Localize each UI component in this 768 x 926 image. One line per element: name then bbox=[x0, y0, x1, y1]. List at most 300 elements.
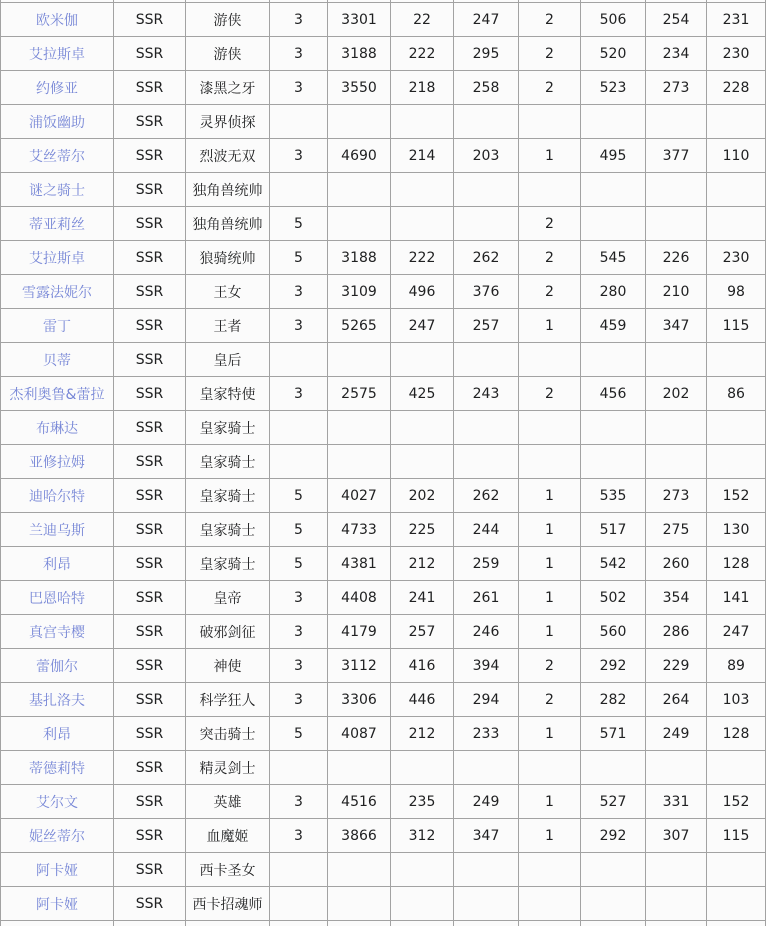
table-row bbox=[1, 105, 766, 139]
cell-stat: 5 bbox=[270, 513, 328, 547]
cell-stat: 286 bbox=[646, 615, 707, 649]
cell-stat: 3550 bbox=[328, 71, 391, 105]
character-link[interactable]: 迪哈尔特 bbox=[29, 488, 85, 505]
cell-character-name bbox=[1, 751, 114, 785]
cell-stat: 545 bbox=[581, 241, 646, 275]
cell-stat bbox=[454, 207, 519, 241]
cell-stat: 225 bbox=[391, 513, 454, 547]
cell-stat: 394 bbox=[454, 649, 519, 683]
cell-character-name bbox=[1, 717, 114, 751]
empty-cell bbox=[646, 921, 707, 926]
cell-stat: 1 bbox=[519, 547, 581, 581]
cell-class-title: 皇家特使 bbox=[186, 377, 270, 411]
cell-stat: 222 bbox=[391, 37, 454, 71]
character-link[interactable]: 杰利奥鲁&蕾拉 bbox=[9, 386, 105, 403]
cell-class-title: 英雄 bbox=[186, 785, 270, 819]
cell-stat: 141 bbox=[707, 581, 766, 615]
cell-stat: 3188 bbox=[328, 37, 391, 71]
cell-stat: 2 bbox=[519, 71, 581, 105]
cell-stat: 254 bbox=[646, 3, 707, 37]
cell-stat: 249 bbox=[454, 785, 519, 819]
cell-stat bbox=[270, 343, 328, 377]
cell-character-name bbox=[1, 3, 114, 37]
cell-stat bbox=[391, 173, 454, 207]
table-row bbox=[1, 3, 766, 37]
character-link[interactable]: 雪露法妮尔 bbox=[22, 284, 92, 301]
cell-stat bbox=[270, 751, 328, 785]
cell-stat bbox=[391, 343, 454, 377]
empty-cell bbox=[581, 921, 646, 926]
cell-stat: 3866 bbox=[328, 819, 391, 853]
cell-stat bbox=[328, 343, 391, 377]
cell-stat: 542 bbox=[581, 547, 646, 581]
cell-stat bbox=[519, 173, 581, 207]
cell-stat: 202 bbox=[646, 377, 707, 411]
cell-stat: 307 bbox=[646, 819, 707, 853]
cell-stat: 103 bbox=[707, 683, 766, 717]
cell-rarity: SSR bbox=[114, 445, 186, 479]
cell-stat: 264 bbox=[646, 683, 707, 717]
character-link[interactable]: 真宫寺樱 bbox=[29, 624, 85, 641]
cell-stat bbox=[646, 105, 707, 139]
character-link[interactable]: 利昂 bbox=[43, 556, 71, 573]
cell-character-name bbox=[1, 683, 114, 717]
cell-stat: 1 bbox=[519, 581, 581, 615]
table-row bbox=[1, 683, 766, 717]
cell-stat: 247 bbox=[391, 309, 454, 343]
cell-stat bbox=[581, 853, 646, 887]
cell-stat bbox=[270, 105, 328, 139]
cell-stat: 275 bbox=[646, 513, 707, 547]
empty-cell bbox=[391, 921, 454, 926]
cell-stat: 5265 bbox=[328, 309, 391, 343]
cell-stat: 257 bbox=[454, 309, 519, 343]
cell-stat bbox=[391, 207, 454, 241]
cell-character-name bbox=[1, 581, 114, 615]
cell-stat: 347 bbox=[454, 819, 519, 853]
cell-character-name bbox=[1, 615, 114, 649]
cell-stat bbox=[328, 411, 391, 445]
cell-stat: 247 bbox=[707, 615, 766, 649]
cell-stat: 3 bbox=[270, 71, 328, 105]
cell-class-title: 漆黑之牙 bbox=[186, 71, 270, 105]
cell-stat: 4179 bbox=[328, 615, 391, 649]
cell-stat: 1 bbox=[519, 139, 581, 173]
cell-stat bbox=[454, 445, 519, 479]
table-row bbox=[1, 785, 766, 819]
cell-stat: 4087 bbox=[328, 717, 391, 751]
cell-stat: 3306 bbox=[328, 683, 391, 717]
cell-rarity: SSR bbox=[114, 411, 186, 445]
cell-stat: 376 bbox=[454, 275, 519, 309]
cell-stat: 292 bbox=[581, 819, 646, 853]
cell-stat bbox=[328, 887, 391, 921]
cell-stat: 280 bbox=[581, 275, 646, 309]
cell-stat: 230 bbox=[707, 241, 766, 275]
cell-character-name bbox=[1, 241, 114, 275]
character-link[interactable]: 妮丝蒂尔 bbox=[29, 828, 85, 845]
cell-stat: 235 bbox=[391, 785, 454, 819]
table-row bbox=[1, 411, 766, 445]
cell-stat: 1 bbox=[519, 309, 581, 343]
cell-stat: 292 bbox=[581, 649, 646, 683]
cell-stat bbox=[581, 887, 646, 921]
cell-class-title: 突击骑士 bbox=[186, 717, 270, 751]
cell-class-title: 烈波无双 bbox=[186, 139, 270, 173]
cell-stat: 5 bbox=[270, 241, 328, 275]
cell-stat bbox=[581, 445, 646, 479]
cell-character-name bbox=[1, 275, 114, 309]
cell-stat bbox=[581, 343, 646, 377]
character-link[interactable]: 阿卡娅 bbox=[36, 862, 78, 879]
cell-stat bbox=[581, 207, 646, 241]
cell-stat bbox=[454, 751, 519, 785]
cell-class-title: 灵界侦探 bbox=[186, 105, 270, 139]
cell-stat bbox=[328, 853, 391, 887]
cell-stat bbox=[707, 105, 766, 139]
character-link[interactable]: 约修亚 bbox=[36, 80, 78, 97]
cell-stat: 3301 bbox=[328, 3, 391, 37]
character-link[interactable]: 蒂亚莉丝 bbox=[29, 216, 85, 233]
character-link[interactable]: 艾丝蒂尔 bbox=[29, 148, 85, 165]
cell-stat: 259 bbox=[454, 547, 519, 581]
cell-stat: 5 bbox=[270, 207, 328, 241]
character-link[interactable]: 利昂 bbox=[43, 726, 71, 743]
cell-stat: 560 bbox=[581, 615, 646, 649]
table-row bbox=[1, 173, 766, 207]
cell-stat: 3 bbox=[270, 785, 328, 819]
character-table-body bbox=[1, 0, 766, 926]
cell-stat bbox=[646, 343, 707, 377]
cell-stat bbox=[454, 173, 519, 207]
cell-stat bbox=[581, 411, 646, 445]
cell-stat bbox=[270, 445, 328, 479]
cell-class-title: 科学狂人 bbox=[186, 683, 270, 717]
cell-stat bbox=[646, 411, 707, 445]
cell-rarity: SSR bbox=[114, 3, 186, 37]
cell-stat: 377 bbox=[646, 139, 707, 173]
character-link[interactable]: 雷丁 bbox=[43, 318, 71, 335]
cell-stat: 2 bbox=[519, 241, 581, 275]
character-link[interactable]: 布琳达 bbox=[36, 420, 78, 437]
character-link[interactable]: 艾尔文 bbox=[36, 794, 78, 811]
cell-stat bbox=[646, 207, 707, 241]
cell-stat: 571 bbox=[581, 717, 646, 751]
cell-character-name bbox=[1, 105, 114, 139]
cell-rarity: SSR bbox=[114, 513, 186, 547]
table-row bbox=[1, 139, 766, 173]
cell-stat: 5 bbox=[270, 547, 328, 581]
cell-stat bbox=[454, 853, 519, 887]
cell-character-name bbox=[1, 173, 114, 207]
cell-character-name bbox=[1, 649, 114, 683]
cell-stat: 523 bbox=[581, 71, 646, 105]
cell-rarity: SSR bbox=[114, 615, 186, 649]
cell-class-title: 独角兽统帅 bbox=[186, 207, 270, 241]
cell-stat bbox=[328, 173, 391, 207]
cell-stat: 257 bbox=[391, 615, 454, 649]
cell-stat bbox=[646, 751, 707, 785]
empty-cell bbox=[707, 921, 766, 926]
cell-stat: 1 bbox=[519, 819, 581, 853]
cell-stat: 115 bbox=[707, 309, 766, 343]
cell-stat: 3 bbox=[270, 377, 328, 411]
cell-class-title: 皇后 bbox=[186, 343, 270, 377]
cell-stat bbox=[270, 887, 328, 921]
empty-cell bbox=[1, 921, 114, 926]
character-link[interactable]: 艾拉斯卓 bbox=[29, 250, 85, 267]
cell-stat: 233 bbox=[454, 717, 519, 751]
character-link[interactable]: 谜之骑士 bbox=[29, 182, 85, 199]
cell-stat: 506 bbox=[581, 3, 646, 37]
cell-stat bbox=[391, 445, 454, 479]
cell-character-name bbox=[1, 309, 114, 343]
cell-stat: 3 bbox=[270, 139, 328, 173]
cell-stat bbox=[707, 853, 766, 887]
character-link[interactable]: 艾拉斯卓 bbox=[29, 46, 85, 63]
cell-stat: 130 bbox=[707, 513, 766, 547]
cell-stat bbox=[707, 343, 766, 377]
table-row bbox=[1, 309, 766, 343]
cell-stat bbox=[581, 173, 646, 207]
cell-stat: 214 bbox=[391, 139, 454, 173]
cell-stat: 2 bbox=[519, 37, 581, 71]
cell-stat: 4027 bbox=[328, 479, 391, 513]
cell-stat bbox=[328, 105, 391, 139]
cell-stat: 229 bbox=[646, 649, 707, 683]
cell-character-name bbox=[1, 547, 114, 581]
cell-stat: 517 bbox=[581, 513, 646, 547]
cell-rarity: SSR bbox=[114, 37, 186, 71]
cell-stat bbox=[707, 445, 766, 479]
character-link[interactable]: 蕾伽尔 bbox=[36, 658, 78, 675]
cell-stat: 3 bbox=[270, 309, 328, 343]
cell-stat: 2 bbox=[519, 207, 581, 241]
cell-class-title: 精灵剑士 bbox=[186, 751, 270, 785]
cell-stat: 3188 bbox=[328, 241, 391, 275]
cell-class-title: 破邪剑征 bbox=[186, 615, 270, 649]
cell-stat: 228 bbox=[707, 71, 766, 105]
cell-class-title: 西卡招魂师 bbox=[186, 887, 270, 921]
cell-character-name bbox=[1, 819, 114, 853]
table-row bbox=[1, 819, 766, 853]
cell-stat: 2 bbox=[519, 3, 581, 37]
cell-stat bbox=[328, 751, 391, 785]
cell-stat bbox=[707, 751, 766, 785]
cell-rarity: SSR bbox=[114, 139, 186, 173]
cell-rarity: SSR bbox=[114, 683, 186, 717]
cell-stat: 261 bbox=[454, 581, 519, 615]
cell-stat: 354 bbox=[646, 581, 707, 615]
cell-rarity: SSR bbox=[114, 377, 186, 411]
cell-stat: 456 bbox=[581, 377, 646, 411]
cell-stat: 527 bbox=[581, 785, 646, 819]
cell-stat: 425 bbox=[391, 377, 454, 411]
cell-stat: 260 bbox=[646, 547, 707, 581]
character-link[interactable]: 蒂德莉特 bbox=[29, 760, 85, 777]
cell-stat: 282 bbox=[581, 683, 646, 717]
cell-stat: 459 bbox=[581, 309, 646, 343]
cell-rarity: SSR bbox=[114, 649, 186, 683]
cell-stat bbox=[454, 105, 519, 139]
cell-stat: 115 bbox=[707, 819, 766, 853]
cell-rarity: SSR bbox=[114, 785, 186, 819]
cell-rarity: SSR bbox=[114, 241, 186, 275]
cell-stat bbox=[391, 853, 454, 887]
cell-rarity: SSR bbox=[114, 547, 186, 581]
table-row bbox=[1, 649, 766, 683]
cell-rarity: SSR bbox=[114, 887, 186, 921]
cell-stat bbox=[270, 411, 328, 445]
cell-stat bbox=[646, 445, 707, 479]
table-row bbox=[1, 479, 766, 513]
cell-stat: 5 bbox=[270, 479, 328, 513]
cell-character-name bbox=[1, 207, 114, 241]
cell-rarity: SSR bbox=[114, 173, 186, 207]
cell-stat: 262 bbox=[454, 241, 519, 275]
cell-stat bbox=[454, 343, 519, 377]
cell-character-name bbox=[1, 445, 114, 479]
character-link[interactable]: 浦饭幽助 bbox=[29, 114, 85, 131]
cell-stat: 416 bbox=[391, 649, 454, 683]
cell-stat: 110 bbox=[707, 139, 766, 173]
cell-stat: 2 bbox=[519, 377, 581, 411]
cell-rarity: SSR bbox=[114, 581, 186, 615]
character-link[interactable]: 欧米伽 bbox=[36, 12, 78, 29]
character-link[interactable]: 阿卡娅 bbox=[36, 896, 78, 913]
cell-stat: 1 bbox=[519, 479, 581, 513]
table-row bbox=[1, 343, 766, 377]
cell-stat: 4690 bbox=[328, 139, 391, 173]
cell-stat bbox=[391, 105, 454, 139]
cell-stat: 535 bbox=[581, 479, 646, 513]
cell-stat: 520 bbox=[581, 37, 646, 71]
cell-stat: 222 bbox=[391, 241, 454, 275]
cell-rarity: SSR bbox=[114, 207, 186, 241]
cell-stat bbox=[519, 853, 581, 887]
cell-stat bbox=[581, 105, 646, 139]
cell-class-title: 皇帝 bbox=[186, 581, 270, 615]
cell-class-title: 游侠 bbox=[186, 3, 270, 37]
table-row bbox=[1, 241, 766, 275]
cell-class-title: 皇家骑士 bbox=[186, 479, 270, 513]
cell-character-name bbox=[1, 513, 114, 547]
cell-stat bbox=[707, 411, 766, 445]
cell-character-name bbox=[1, 139, 114, 173]
cell-class-title: 神使 bbox=[186, 649, 270, 683]
cell-stat: 3 bbox=[270, 683, 328, 717]
cell-character-name bbox=[1, 343, 114, 377]
empty-cell bbox=[114, 921, 186, 926]
cell-stat: 202 bbox=[391, 479, 454, 513]
empty-cell bbox=[454, 921, 519, 926]
cell-stat: 1 bbox=[519, 513, 581, 547]
cell-stat: 210 bbox=[646, 275, 707, 309]
cell-stat: 249 bbox=[646, 717, 707, 751]
cell-stat: 5 bbox=[270, 717, 328, 751]
cell-stat: 244 bbox=[454, 513, 519, 547]
cell-stat: 496 bbox=[391, 275, 454, 309]
cell-stat bbox=[519, 445, 581, 479]
cell-stat bbox=[328, 445, 391, 479]
cell-stat bbox=[391, 411, 454, 445]
cell-stat bbox=[519, 105, 581, 139]
cell-rarity: SSR bbox=[114, 309, 186, 343]
cell-character-name bbox=[1, 479, 114, 513]
character-link[interactable]: 基扎洛夫 bbox=[29, 692, 85, 709]
cell-stat: 3 bbox=[270, 37, 328, 71]
table-row bbox=[1, 547, 766, 581]
cell-stat: 446 bbox=[391, 683, 454, 717]
cell-stat bbox=[519, 887, 581, 921]
table-row bbox=[1, 615, 766, 649]
cell-stat: 230 bbox=[707, 37, 766, 71]
cell-rarity: SSR bbox=[114, 343, 186, 377]
cell-stat bbox=[391, 887, 454, 921]
cell-stat: 231 bbox=[707, 3, 766, 37]
table-row bbox=[1, 717, 766, 751]
table-row bbox=[1, 377, 766, 411]
cell-stat: 234 bbox=[646, 37, 707, 71]
cell-class-title: 皇家骑士 bbox=[186, 547, 270, 581]
cell-stat: 495 bbox=[581, 139, 646, 173]
cell-stat: 212 bbox=[391, 717, 454, 751]
cell-class-title: 独角兽统帅 bbox=[186, 173, 270, 207]
cell-class-title: 西卡圣女 bbox=[186, 853, 270, 887]
character-link[interactable]: 亚修拉姆 bbox=[29, 454, 85, 471]
character-link[interactable]: 兰迪乌斯 bbox=[29, 522, 85, 539]
cell-stat: 4381 bbox=[328, 547, 391, 581]
cell-class-title: 皇家骑士 bbox=[186, 411, 270, 445]
table-row bbox=[1, 275, 766, 309]
cell-stat: 295 bbox=[454, 37, 519, 71]
cell-class-title: 王女 bbox=[186, 275, 270, 309]
table-row bbox=[1, 513, 766, 547]
table-row bbox=[1, 751, 766, 785]
cell-character-name bbox=[1, 71, 114, 105]
cell-stat: 273 bbox=[646, 71, 707, 105]
cell-stat: 86 bbox=[707, 377, 766, 411]
cell-stat: 246 bbox=[454, 615, 519, 649]
cell-rarity: SSR bbox=[114, 71, 186, 105]
cell-stat: 1 bbox=[519, 615, 581, 649]
cell-character-name bbox=[1, 411, 114, 445]
table-row bbox=[1, 853, 766, 887]
cell-class-title: 血魔姬 bbox=[186, 819, 270, 853]
cell-stat: 152 bbox=[707, 785, 766, 819]
cell-stat bbox=[270, 853, 328, 887]
character-link[interactable]: 巴恩哈特 bbox=[29, 590, 85, 607]
cell-stat: 3 bbox=[270, 581, 328, 615]
cell-class-title: 游侠 bbox=[186, 37, 270, 71]
empty-cell bbox=[186, 921, 270, 926]
cell-stat: 2575 bbox=[328, 377, 391, 411]
cell-stat: 212 bbox=[391, 547, 454, 581]
cell-stat: 226 bbox=[646, 241, 707, 275]
cell-stat bbox=[646, 887, 707, 921]
cell-stat bbox=[328, 207, 391, 241]
cell-stat: 4408 bbox=[328, 581, 391, 615]
cell-stat: 502 bbox=[581, 581, 646, 615]
cell-stat bbox=[646, 853, 707, 887]
cell-stat: 241 bbox=[391, 581, 454, 615]
cell-stat: 258 bbox=[454, 71, 519, 105]
cell-character-name bbox=[1, 785, 114, 819]
character-link[interactable]: 贝蒂 bbox=[43, 352, 71, 369]
cell-stat: 331 bbox=[646, 785, 707, 819]
cell-character-name bbox=[1, 37, 114, 71]
cell-rarity: SSR bbox=[114, 819, 186, 853]
